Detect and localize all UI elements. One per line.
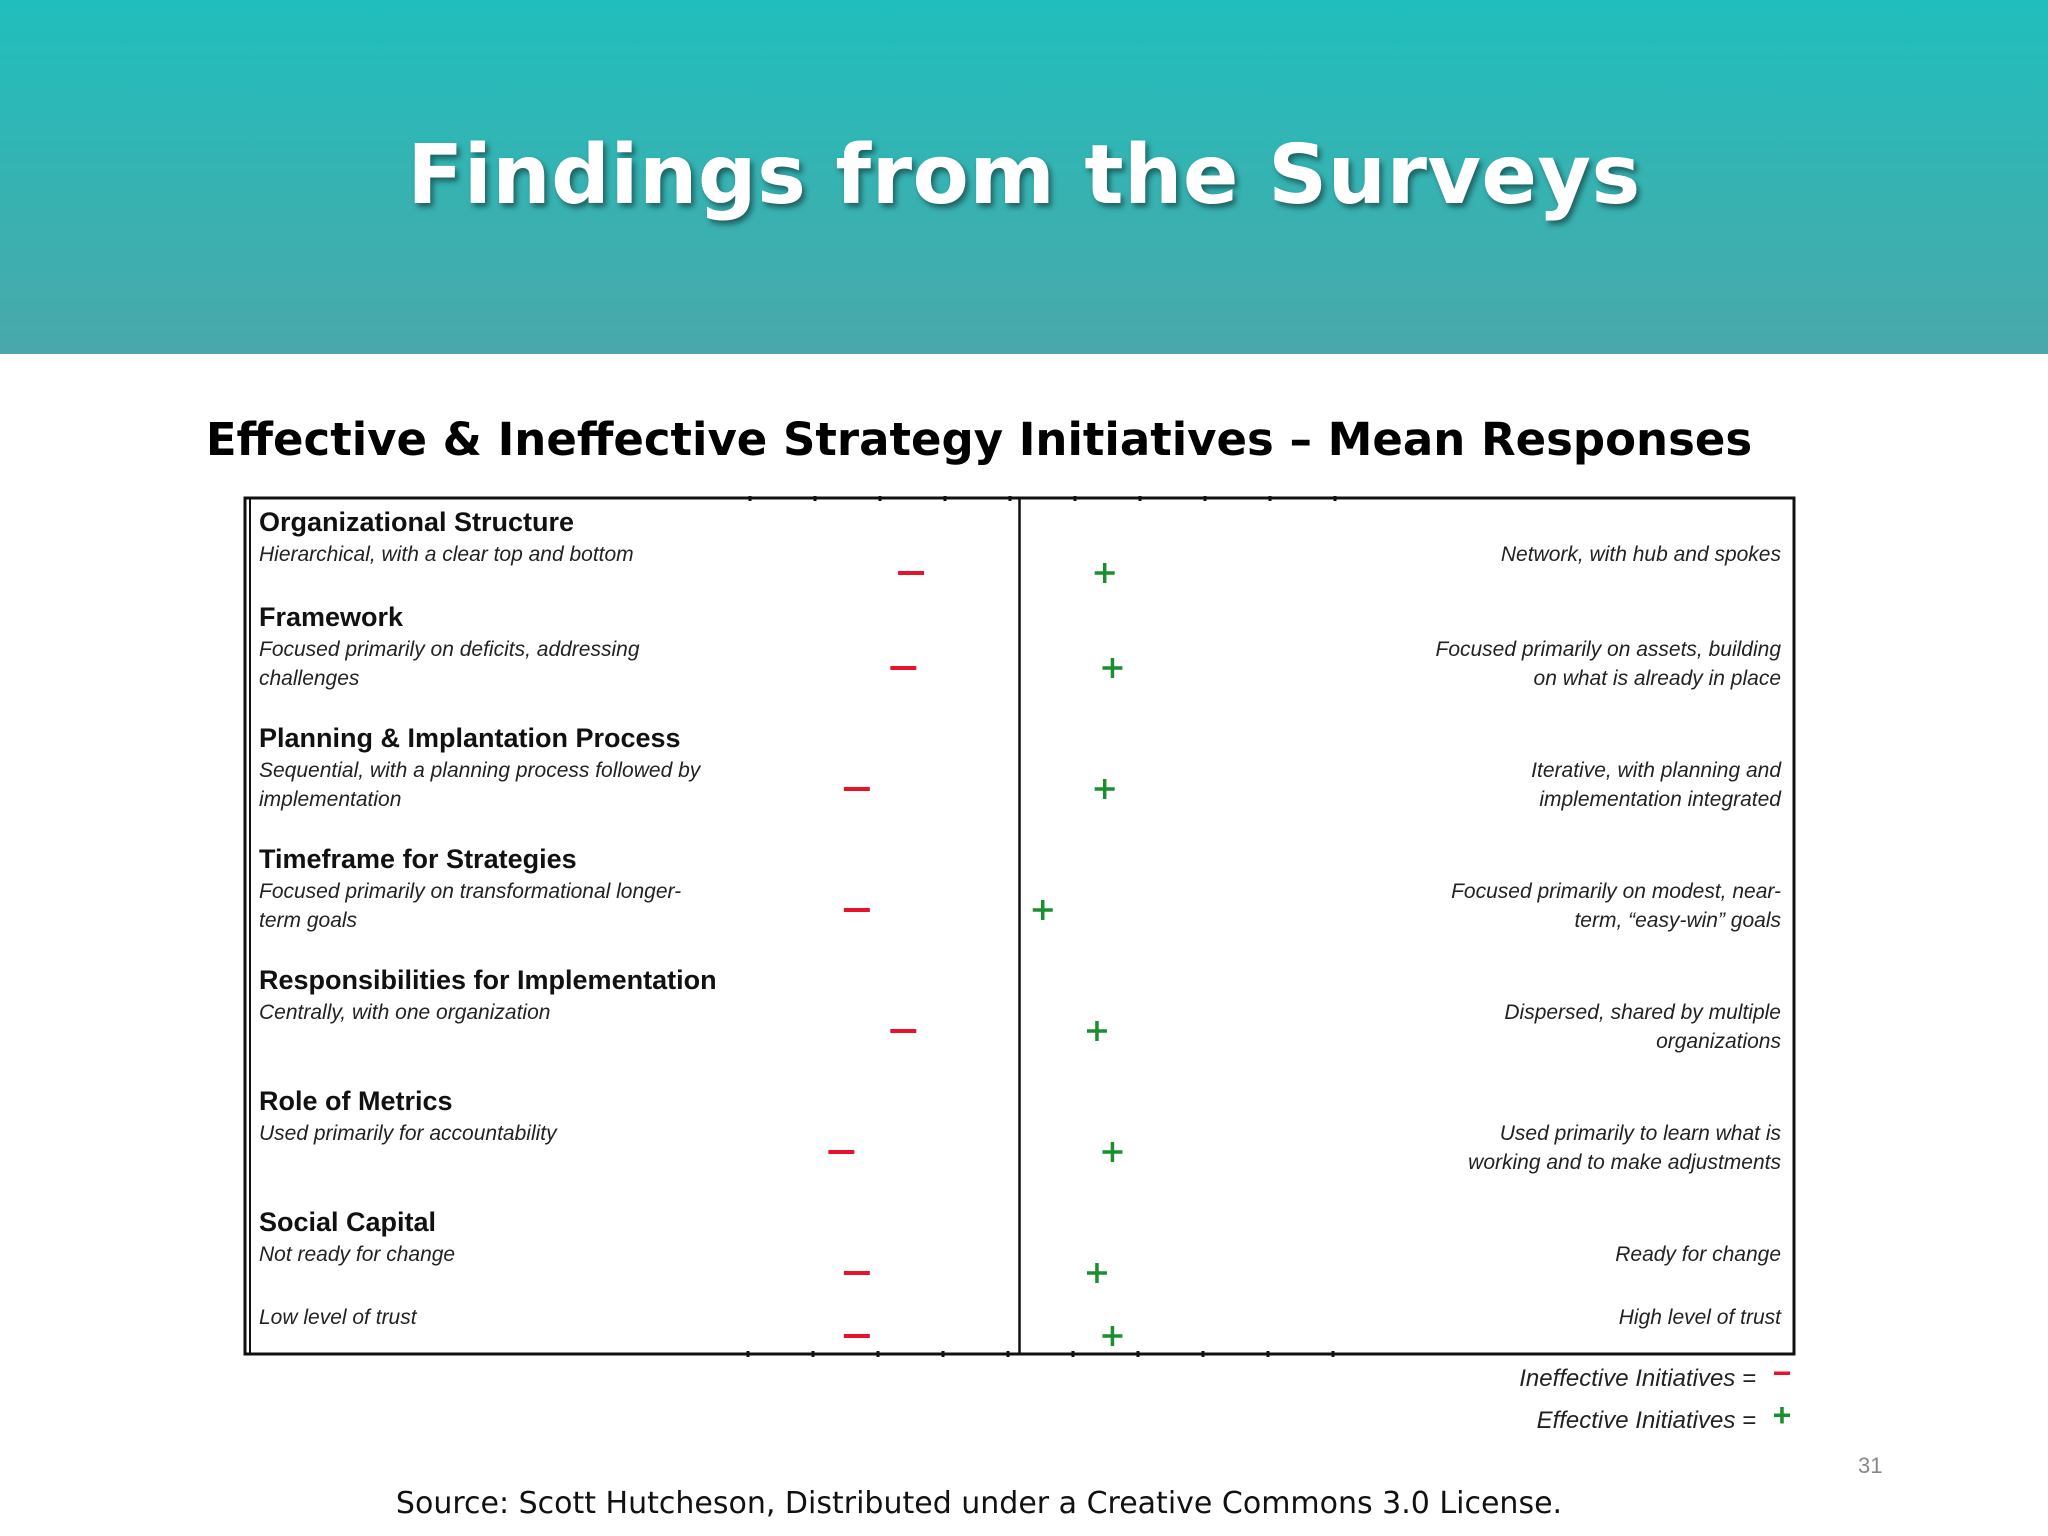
legend-label: Ineffective Initiatives = <box>1519 1365 1756 1392</box>
row-heading: Framework <box>259 602 404 632</box>
row-right-label: on what is already in place <box>1533 667 1781 690</box>
row-right-label: working and to make adjustments <box>1468 1151 1781 1174</box>
row-right-label: implementation integrated <box>1539 788 1781 811</box>
row-right-label: Focused primarily on assets, building <box>1435 638 1781 661</box>
row-right-label: Focused primarily on modest, near- <box>1451 880 1781 903</box>
row-heading: Timeframe for Strategies <box>259 844 577 874</box>
legend-label: Effective Initiatives = <box>1536 1407 1756 1434</box>
row-heading: Planning & Implantation Process <box>259 723 681 753</box>
row-right-label: Ready for change <box>1615 1243 1781 1266</box>
row-left-label: challenges <box>259 667 360 690</box>
slide-title: Findings from the Surveys <box>407 128 1641 223</box>
row-right-label: Used primarily to learn what is <box>1499 1122 1781 1145</box>
row-right-label: Iterative, with planning and <box>1531 759 1781 782</box>
row-right-label: Network, with hub and spokes <box>1500 543 1781 566</box>
row-heading: Responsibilities for Implementation <box>259 965 717 995</box>
source-citation: Source: Scott Hutcheson, Distributed under a Creative Commons 3.0 License. <box>395 1486 1563 1521</box>
row-heading: Role of Metrics <box>259 1086 453 1116</box>
row-left-label: Not ready for change <box>259 1243 456 1266</box>
row-left-label: Focused primarily on deficits, addressing <box>259 638 640 661</box>
row-left-label: Sequential, with a planning process followed by <box>259 759 701 782</box>
row-right-label: Dispersed, shared by multiple <box>1504 1001 1781 1024</box>
row-left-label: Used primarily for accountability <box>259 1122 557 1145</box>
page-number: 31 <box>1858 1453 1883 1478</box>
row-right-label: term, “easy-win” goals <box>1574 909 1781 932</box>
row-left-label: Hierarchical, with a clear top and bottom <box>259 543 634 566</box>
row-left-label: Low level of trust <box>259 1306 417 1329</box>
legend-symbol: + <box>1772 1397 1792 1433</box>
legend-symbol: − <box>1772 1355 1792 1391</box>
row-left-label: term goals <box>259 909 358 932</box>
row-left-label: implementation <box>259 788 402 811</box>
row-right-label: organizations <box>1656 1030 1781 1053</box>
row-heading: Organizational Structure <box>259 507 575 537</box>
chart-title: Effective & Ineffective Strategy Initiatives – Mean Responses <box>205 413 1753 466</box>
row-right-label: High level of trust <box>1618 1306 1781 1329</box>
row-left-label: Focused primarily on transformational longer- <box>259 880 682 903</box>
row-heading: Social Capital <box>259 1207 437 1237</box>
row-left-label: Centrally, with one organization <box>259 1001 551 1024</box>
